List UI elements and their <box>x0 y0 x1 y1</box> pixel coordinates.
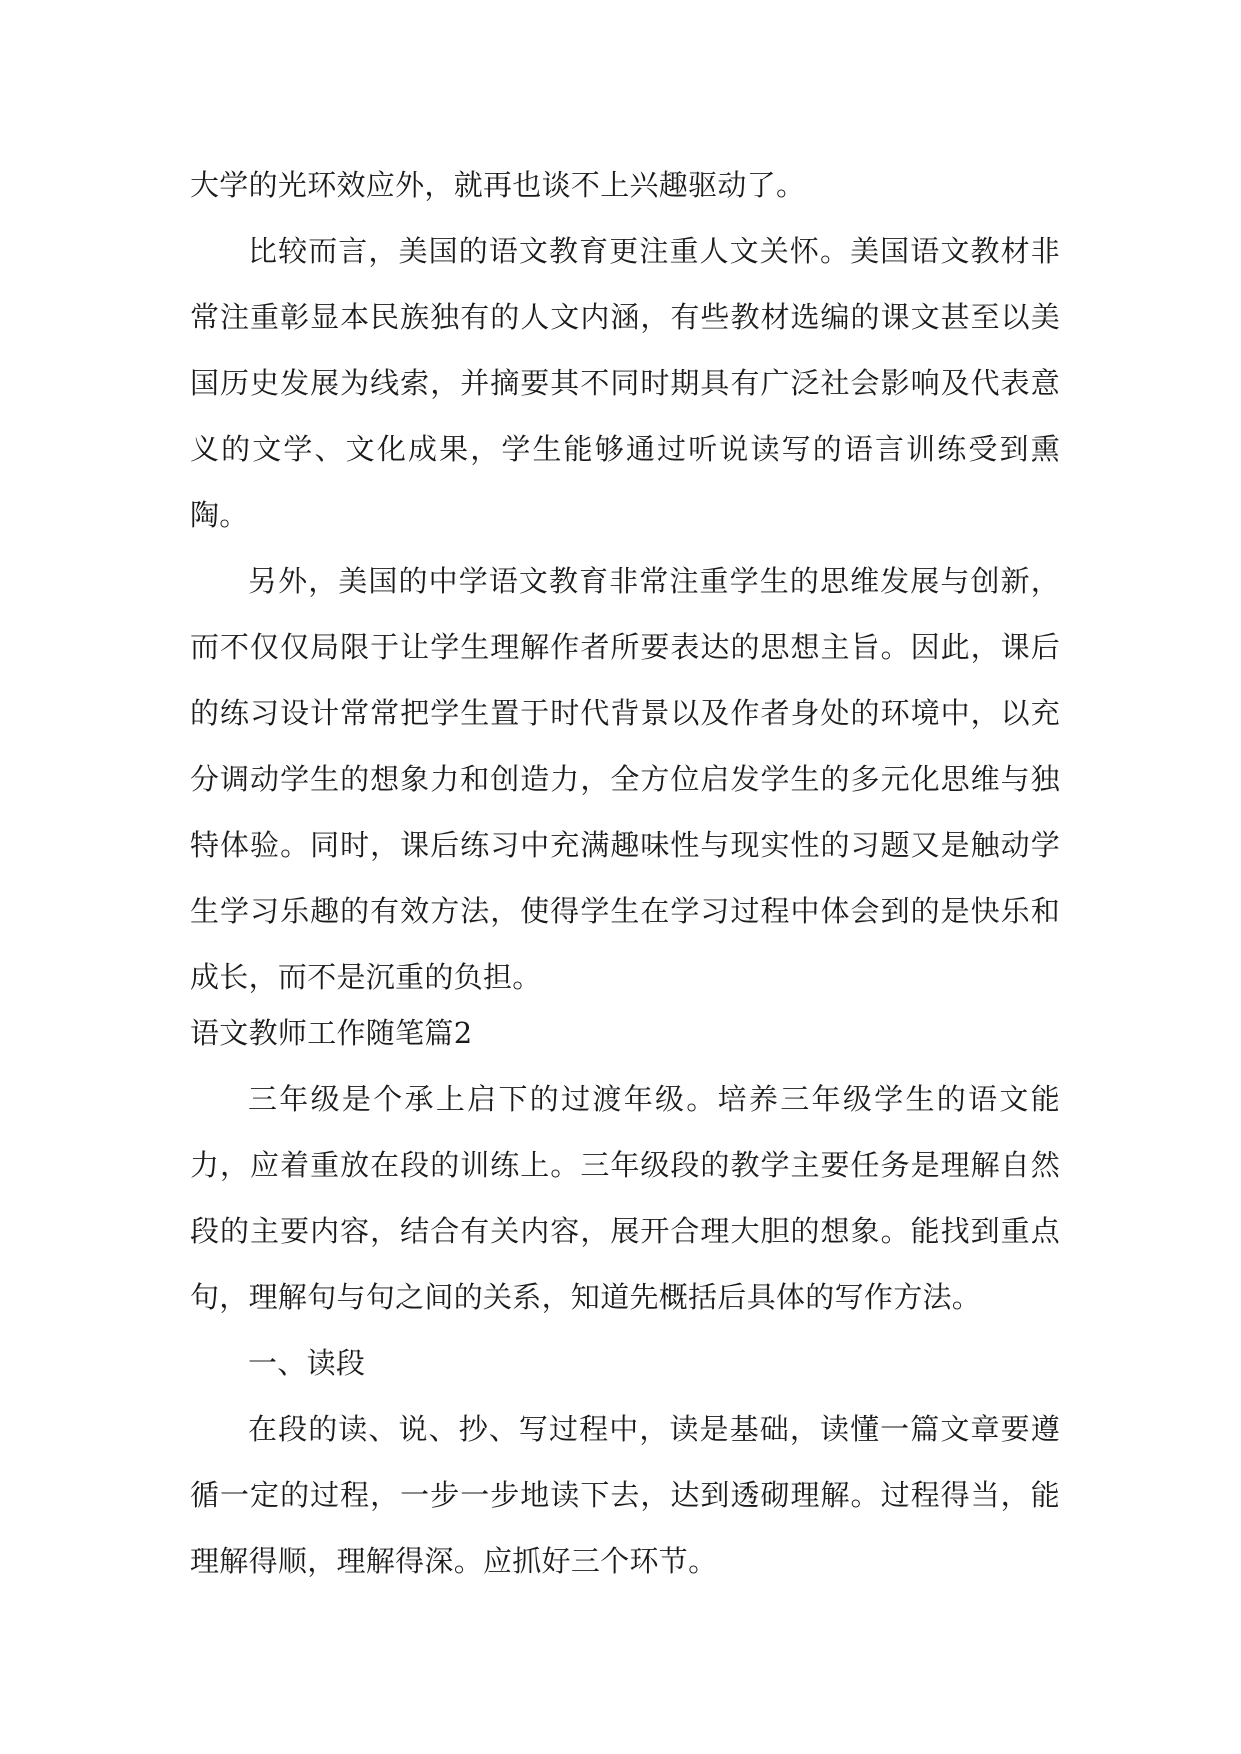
paragraph: 在段的读、说、抄、写过程中，读是基础，读懂一篇文章要遵循一定的过程，一步一步地读下去，达到透砌理解。过程得当，能理解得顺，理解得深。应抓好三个环节。 <box>190 1412 1060 1578</box>
text-block-continued <box>190 152 1060 1010</box>
subheading: 一、读段 <box>248 1346 366 1380</box>
text-block-section-2 <box>190 1000 1060 1594</box>
paragraph: 三年级是个承上启下的过渡年级。培养三年级学生的语文能力，应着重放在段的训练上。三年级段的教学主要任务是理解自然段的主要内容，结合有关内容，展开合理大胆的想象。能找到重点句，理解句与句之间的关系，知道先概括后具体的写作方法。 <box>190 1082 1060 1314</box>
paragraph: 比较而言，美国的语文教育更注重人文关怀。美国语文教材非常注重彰显本民族独有的人文内涵，有些教材选编的课文甚至以美国历史发展为线索，并摘要其不同时期具有广泛社会影响及代表意义的文学、文化成果，学生能够通过听说读写的语言训练受到熏陶。 <box>190 234 1060 532</box>
paragraph: 另外，美国的中学语文教育非常注重学生的思维发展与创新，而不仅仅局限于让学生理解作者所要表达的思想主旨。因此，课后的练习设计常常把学生置于时代背景以及作者身处的环境中，以充分调动学生的想象力和创造力，全方位启发学生的多元化思维与独特体验。同时，课后练习中充满趣味性与现实性的习题又是触动学生学习乐趣的有效方法，使得学生在学习过程中体会到的是快乐和成长，而不是沉重的负担。 <box>190 564 1060 994</box>
paragraph-continuation: 大学的光环效应外，就再也谈不上兴趣驱动了。 <box>190 168 806 202</box>
section-title: 语文教师工作随笔篇2 <box>190 1016 473 1050</box>
